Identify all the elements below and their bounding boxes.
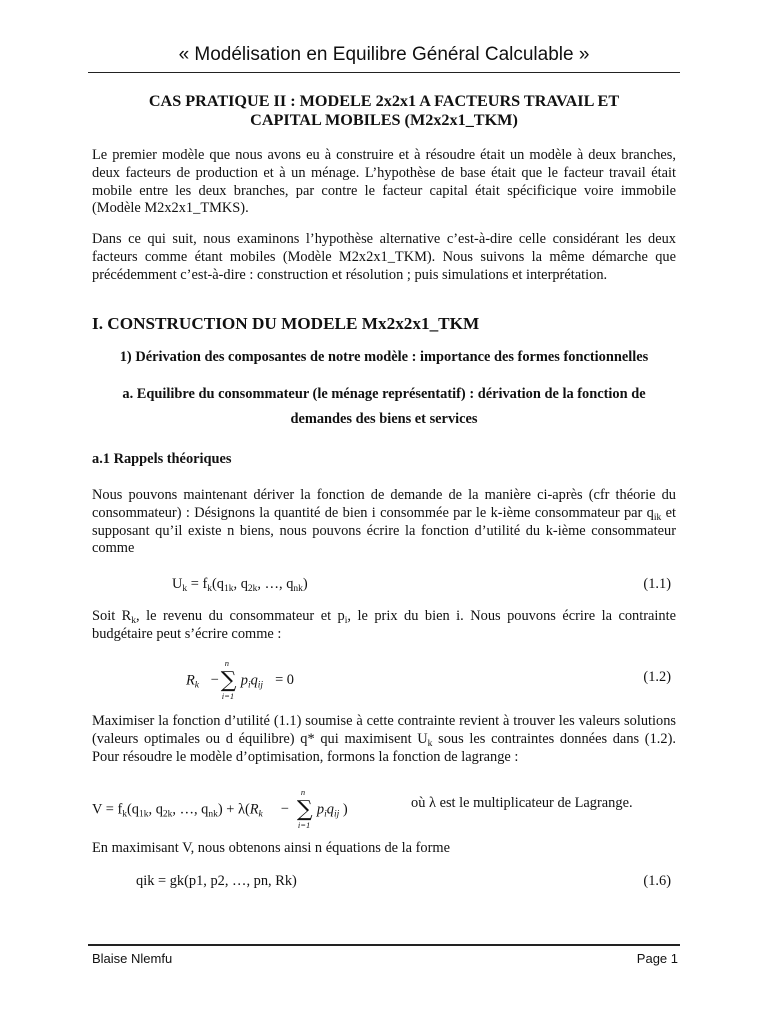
equation-demand — [92, 873, 676, 895]
footer-page-number: Page 1 — [636, 951, 678, 966]
subheading-rappels: a.1 Rappels théoriques — [92, 451, 232, 467]
footer-rule — [88, 944, 680, 946]
subsubsection-heading-line1: a. Equilibre du consommateur (le ménage représentatif) : dérivation de la fonction de — [122, 386, 646, 402]
document-title-line2: CAPITAL MOBILES (M2x2x1_TKM) — [250, 111, 518, 129]
equation-demand-body: qik = gk(p1, p2, …, pn, Rk) — [136, 873, 297, 889]
equation-lagrange-body: $V = f_k(q_{1k}$, $q_{2k}$, …, $q_{nk}) + \lambda(R_k$ − n ∑ i=1 $p_iq_{ij}$ ) — [92, 787, 348, 830]
equation-budget — [92, 658, 676, 701]
equation-number: (1.6) — [643, 873, 671, 889]
summation-symbol: n ∑ i=1 — [296, 787, 313, 830]
equation-number: (1.2) — [643, 669, 671, 685]
paragraph-budget: Soit $R_k$, le revenu du consommateur et $p_i$, le prix du bien i. Nous pouvons écrire la contrainte budgétaire peut s’écrire comme : — [92, 608, 676, 642]
equation-budget-body: $R_k$ − n ∑ i=1 $p_iq_{ij} = 0$ — [186, 658, 294, 701]
document-title-line1: CAS PRATIQUE II : MODELE 2x2x1 A FACTEURS TRAVAIL ET — [148, 92, 620, 110]
section-heading: I. CONSTRUCTION DU MODELE Mx2x2x1_TKM — [92, 314, 480, 333]
subsubsection-heading-line2: demandes des biens et services — [290, 411, 478, 427]
paragraph-maximise: Maximiser la fonction d’utilité (1.1) soumise à cette contrainte revient à trouver les valeurs solutions (valeurs optimales ou d équilibre) q* qui maximisent $U_k$ sous les contraintes données dans (1.2). Pour résoudre le modèle d’optimisation, formons la fonction de lagrange : — [92, 713, 676, 765]
header-rule — [88, 72, 680, 73]
subsection-heading: 1) Dérivation des composantes de notre modèle : importance des formes fonctionnelles — [119, 349, 649, 365]
paragraph-equations: En maximisant V, nous obtenons ainsi n équations de la forme — [92, 840, 450, 856]
paragraph-intro: Le premier modèle que nous avons eu à construire et à résoudre était un modèle à deux branches, deux facteurs de production et à un ménage. L’hypothèse de base était que le facteur travail était mobile entre les deux branches, par contre le facteur capital était spécificique voire immobile (Modèle M2x2x1_TMKS). — [92, 147, 676, 217]
equation-utility — [92, 576, 676, 598]
lagrange-note: où λ est le multiplicateur de Lagrange. — [411, 795, 633, 811]
footer-author: Blaise Nlemfu — [92, 951, 173, 966]
paragraph-hypothesis: Dans ce qui suit, nous examinons l’hypothèse alternative c’est-à-dire celle considérant les deux facteurs comme étant mobiles (Modèle M2x2x1_TKM). Nous suivons la même démarche que précédemment c’est-à-dire : construction et résolution ; puis simulations et interprétation. — [92, 231, 676, 283]
equation-lagrange — [92, 787, 676, 830]
equation-number: (1.1) — [643, 576, 671, 592]
summation-symbol: n ∑ i=1 — [220, 658, 237, 701]
equation-utility-body: $U_k = f_k(q_{1k}$, $q_{2k}$, …, $q_{nk}$) — [172, 576, 308, 594]
paragraph-demand: Nous pouvons maintenant dériver la fonction de demande de la manière ci-après (cfr théorie du consommateur) : Désignons la quantité de bien i consommée par le k-ième consommateur par $q_{ik}$ et supposant qu’il existe n biens, nous pouvons écrire la fonction d’utilité du k-ième consommateur comme — [92, 487, 676, 557]
running-header: « Modélisation en Equilibre Général Calculable » — [178, 44, 590, 65]
